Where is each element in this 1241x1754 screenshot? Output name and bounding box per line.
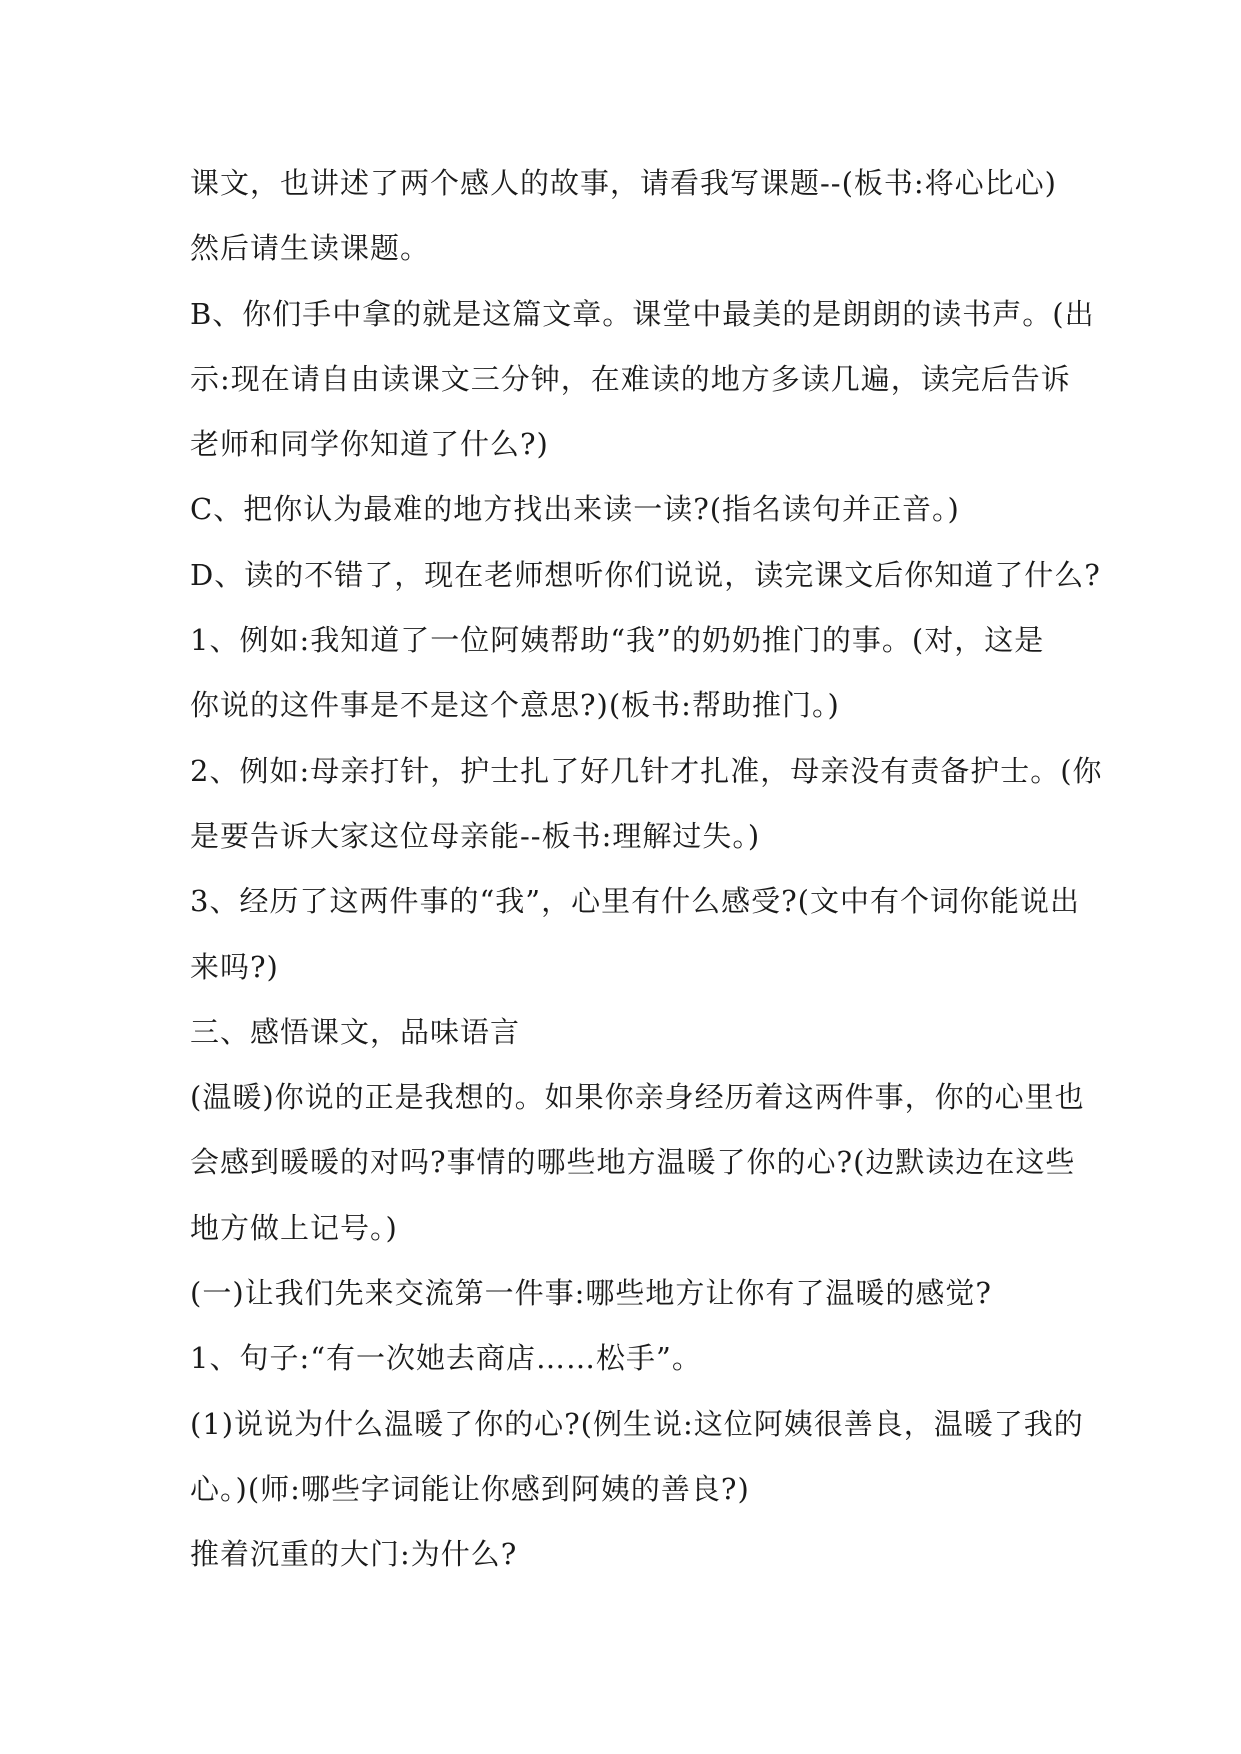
text-line: 地方做上记号。) [190, 1210, 398, 1245]
text-line: C、把你认为最难的地方找出来读一读?(指名读句并正音。) [190, 492, 960, 527]
text-line: D、读的不错了，现在老师想听你们说说，读完课文后你知道了什么? [190, 557, 1101, 592]
text-line: 1、例如:我知道了一位阿姨帮助“我”的奶奶推门的事。(对，这是 [190, 623, 1045, 658]
text-line: 推着沉重的大门:为什么? [190, 1537, 518, 1572]
text-line: 课文，也讲述了两个感人的故事，请看我写课题--(板书:将心比心) [190, 166, 1057, 200]
text-line: 示:现在请自由读课文三分钟，在难读的地方多读几遍，读完后告诉 [190, 361, 1071, 396]
text-line: 是要告诉大家这位母亲能--板书:理解过失。) [190, 818, 761, 853]
text-line: (1)说说为什么温暖了你的心?(例生说:这位阿姨很善良，温暖了我的 [190, 1406, 1084, 1441]
section-heading: 三、感悟课文，品味语言 [190, 1014, 521, 1049]
text-line: 会感到暖暖的对吗?事情的哪些地方温暖了你的心?(边默读边在这些 [190, 1145, 1076, 1180]
text-line: 来吗?) [190, 949, 279, 984]
text-line: 2、例如:母亲打针，护士扎了好几针才扎准，母亲没有责备护士。(你 [190, 753, 1103, 788]
text-line: 你说的这件事是不是这个意思?)(板书:帮助推门。) [190, 688, 840, 723]
text-line: (一)让我们先来交流第一件事:哪些地方让你有了温暖的感觉? [190, 1276, 992, 1311]
text-line: 心。)(师:哪些字词能让你感到阿姨的善良?) [190, 1471, 750, 1506]
text-line: (温暖)你说的正是我想的。如果你亲身经历着这两件事，你的心里也 [190, 1080, 1085, 1115]
text-line: B、你们手中拿的就是这篇文章。课堂中最美的是朗朗的读书声。(出 [190, 296, 1095, 331]
body-text [190, 158, 1103, 1595]
text-line: 老师和同学你知道了什么?) [190, 427, 549, 462]
text-line: 然后请生读课题。 [190, 231, 431, 266]
text-line: 3、经历了这两件事的“我”，心里有什么感受?(文中有个词你能说出 [190, 884, 1080, 919]
text-line: 1、句子:“有一次她去商店……松手”。 [190, 1341, 702, 1376]
